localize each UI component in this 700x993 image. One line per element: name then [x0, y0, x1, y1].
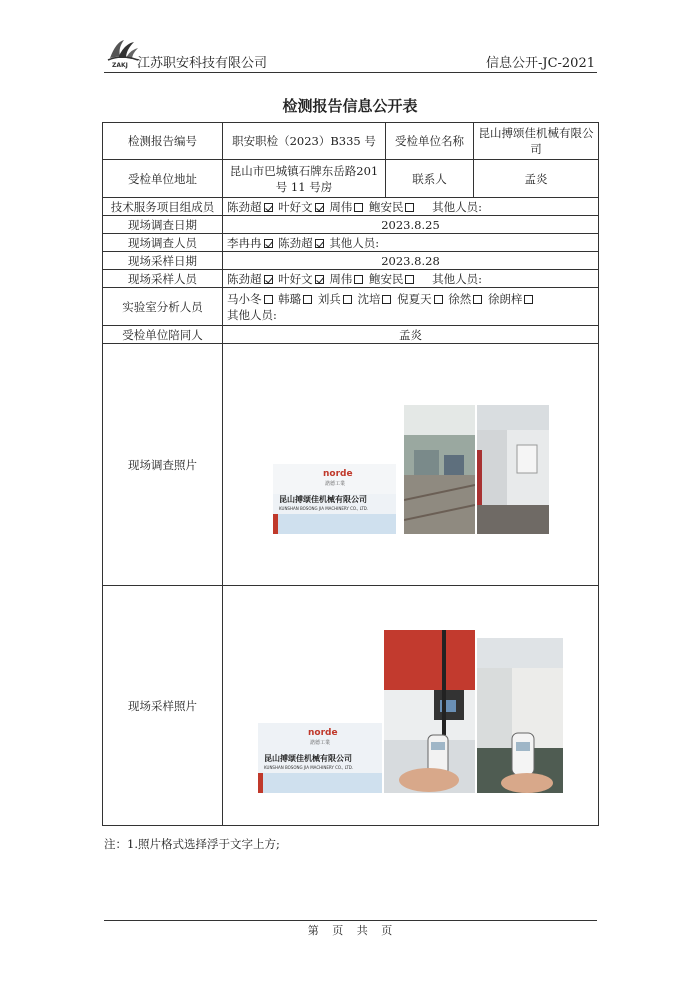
- lab-person: [278, 292, 314, 306]
- lab-person: [448, 292, 484, 306]
- surveyor-person: [227, 236, 275, 250]
- checkbox-icon[interactable]: [405, 275, 414, 284]
- sign-brand: norde: [323, 469, 353, 479]
- sampling-photo-label: 现场采样照片: [103, 586, 223, 826]
- checkbox-icon[interactable]: [264, 239, 273, 248]
- checkbox-icon[interactable]: [315, 239, 324, 248]
- company-name: 江苏职安科技有限公司: [137, 56, 268, 71]
- team-person-name: 陈劲超: [227, 199, 262, 214]
- checkbox-icon[interactable]: [405, 203, 414, 212]
- surveyor-others: 其他人员:: [329, 235, 380, 250]
- lab-label: 实验室分析人员: [103, 288, 223, 326]
- survey-photo-label: 现场调查照片: [103, 344, 223, 586]
- lab-members: [223, 288, 599, 326]
- header-divider: [104, 72, 597, 73]
- sampler-person-name: 周伟: [329, 271, 353, 286]
- sampler-person: [278, 272, 326, 286]
- escort-value: 孟炎: [223, 326, 599, 344]
- lab-others: 其他人员:: [227, 307, 277, 322]
- lab-person-name: 刘兵: [317, 291, 341, 306]
- sampler-person: [369, 272, 417, 286]
- footer-divider: [104, 920, 597, 921]
- sampler-members: [223, 270, 599, 288]
- address-value: 昆山市巴城镇石牌东岳路201 号 11 号房: [223, 160, 386, 198]
- team-others: 其他人员:: [432, 199, 482, 214]
- lab-person: [227, 292, 275, 306]
- checkbox-icon[interactable]: [343, 295, 352, 304]
- sampler-person: [329, 272, 365, 286]
- sampling-date-value: 2023.8.28: [223, 252, 599, 270]
- checkbox-icon[interactable]: [264, 295, 273, 304]
- address-label: 受检单位地址: [103, 160, 223, 198]
- checkbox-icon[interactable]: [264, 203, 273, 212]
- team-label: 技术服务项目组成员: [103, 198, 223, 216]
- checkbox-icon[interactable]: [524, 295, 533, 304]
- document-number: 信息公开-JC-2021: [485, 56, 595, 71]
- lab-person: [318, 292, 354, 306]
- surveyor-label: 现场调查人员: [103, 234, 223, 252]
- team-person: [227, 200, 275, 214]
- sampling-date-label: 现场采样日期: [103, 252, 223, 270]
- surveyor-person-name: 李冉冉: [227, 235, 262, 250]
- sampler-others: 其他人员:: [432, 271, 482, 286]
- lab-person: [397, 292, 445, 306]
- lab-person-name: 马小冬: [227, 291, 262, 306]
- sign-en-2: KUNSHAN BOSONG JIA MACHINERY CO., LTD.: [264, 765, 354, 770]
- sign-en: KUNSHAN BOSONG JIA MACHINERY CO., LTD.: [279, 506, 369, 511]
- lab-person-name: 徐然: [448, 291, 472, 306]
- contact-label: 联系人: [386, 160, 474, 198]
- survey-photo-sign: [273, 464, 396, 534]
- checkbox-icon[interactable]: [473, 295, 482, 304]
- sampler-person-name: 鲍安民: [368, 271, 404, 286]
- page-header: [104, 34, 597, 72]
- escort-label: 受检单位陪同人: [103, 326, 223, 344]
- checkbox-icon[interactable]: [264, 275, 273, 284]
- survey-photo-workshop: [404, 405, 475, 534]
- lab-person-name: 徐朗梓: [487, 291, 523, 306]
- sampler-person-name: 叶好文: [278, 271, 313, 286]
- lab-person: [357, 292, 393, 306]
- sign-company-2: 昆山搏颂佳机械有限公司: [264, 754, 352, 763]
- team-person-name: 周伟: [329, 199, 353, 214]
- team-person: [369, 200, 417, 214]
- sampling-photo-meter-2: [477, 638, 563, 793]
- sampler-person-name: 陈劲超: [227, 271, 262, 286]
- sampler-label: 现场采样人员: [103, 270, 223, 288]
- lab-person-name: 韩璐: [278, 291, 302, 306]
- survey-date-label: 现场调查日期: [103, 216, 223, 234]
- page-title: 检测报告信息公开表: [282, 97, 418, 115]
- lab-person-name: 倪夏天: [397, 291, 432, 306]
- unit-name-label: 受检单位名称: [386, 123, 474, 160]
- checkbox-icon[interactable]: [315, 275, 324, 284]
- survey-photo-machine: [477, 405, 549, 534]
- surveyor-person-name: 陈劲超: [278, 235, 313, 250]
- checkbox-icon[interactable]: [434, 295, 443, 304]
- sampling-photo-sign: [258, 723, 382, 793]
- team-person-name: 叶好文: [278, 199, 313, 214]
- team-person-name: 鲍安民: [368, 199, 404, 214]
- page-number: 第 页 共 页: [307, 924, 393, 937]
- contact-value: 孟炎: [474, 160, 599, 198]
- surveyor-person: [278, 236, 326, 250]
- surveyor-members: [223, 234, 599, 252]
- lab-person-name: 沈培: [357, 291, 381, 306]
- checkbox-icon[interactable]: [354, 203, 363, 212]
- sign-company: 昆山搏颂佳机械有限公司: [279, 495, 367, 504]
- unit-name-value: 昆山搏颂佳机械有限公司: [474, 123, 599, 160]
- footnote: 注：1.照片格式选择浮于文字上方;: [104, 837, 280, 851]
- sign-sub: 諾德工業: [325, 481, 346, 487]
- report-no-label: 检测报告编号: [103, 123, 223, 160]
- sign-sub-2: 諾德工業: [310, 740, 331, 746]
- team-person: [329, 200, 365, 214]
- checkbox-icon[interactable]: [354, 275, 363, 284]
- sampling-photo-meter-1: [384, 630, 475, 793]
- team-members: [223, 198, 599, 216]
- checkbox-icon[interactable]: [303, 295, 312, 304]
- sign-brand-2: norde: [308, 728, 338, 738]
- checkbox-icon[interactable]: [315, 203, 324, 212]
- report-no-value: 职安职检（2023）B335 号: [223, 123, 386, 160]
- sampler-person: [227, 272, 275, 286]
- lab-person: [488, 292, 536, 306]
- team-person: [278, 200, 326, 214]
- logo-text: ZAKJ: [112, 62, 128, 69]
- survey-date-value: 2023.8.25: [223, 216, 599, 234]
- checkbox-icon[interactable]: [382, 295, 391, 304]
